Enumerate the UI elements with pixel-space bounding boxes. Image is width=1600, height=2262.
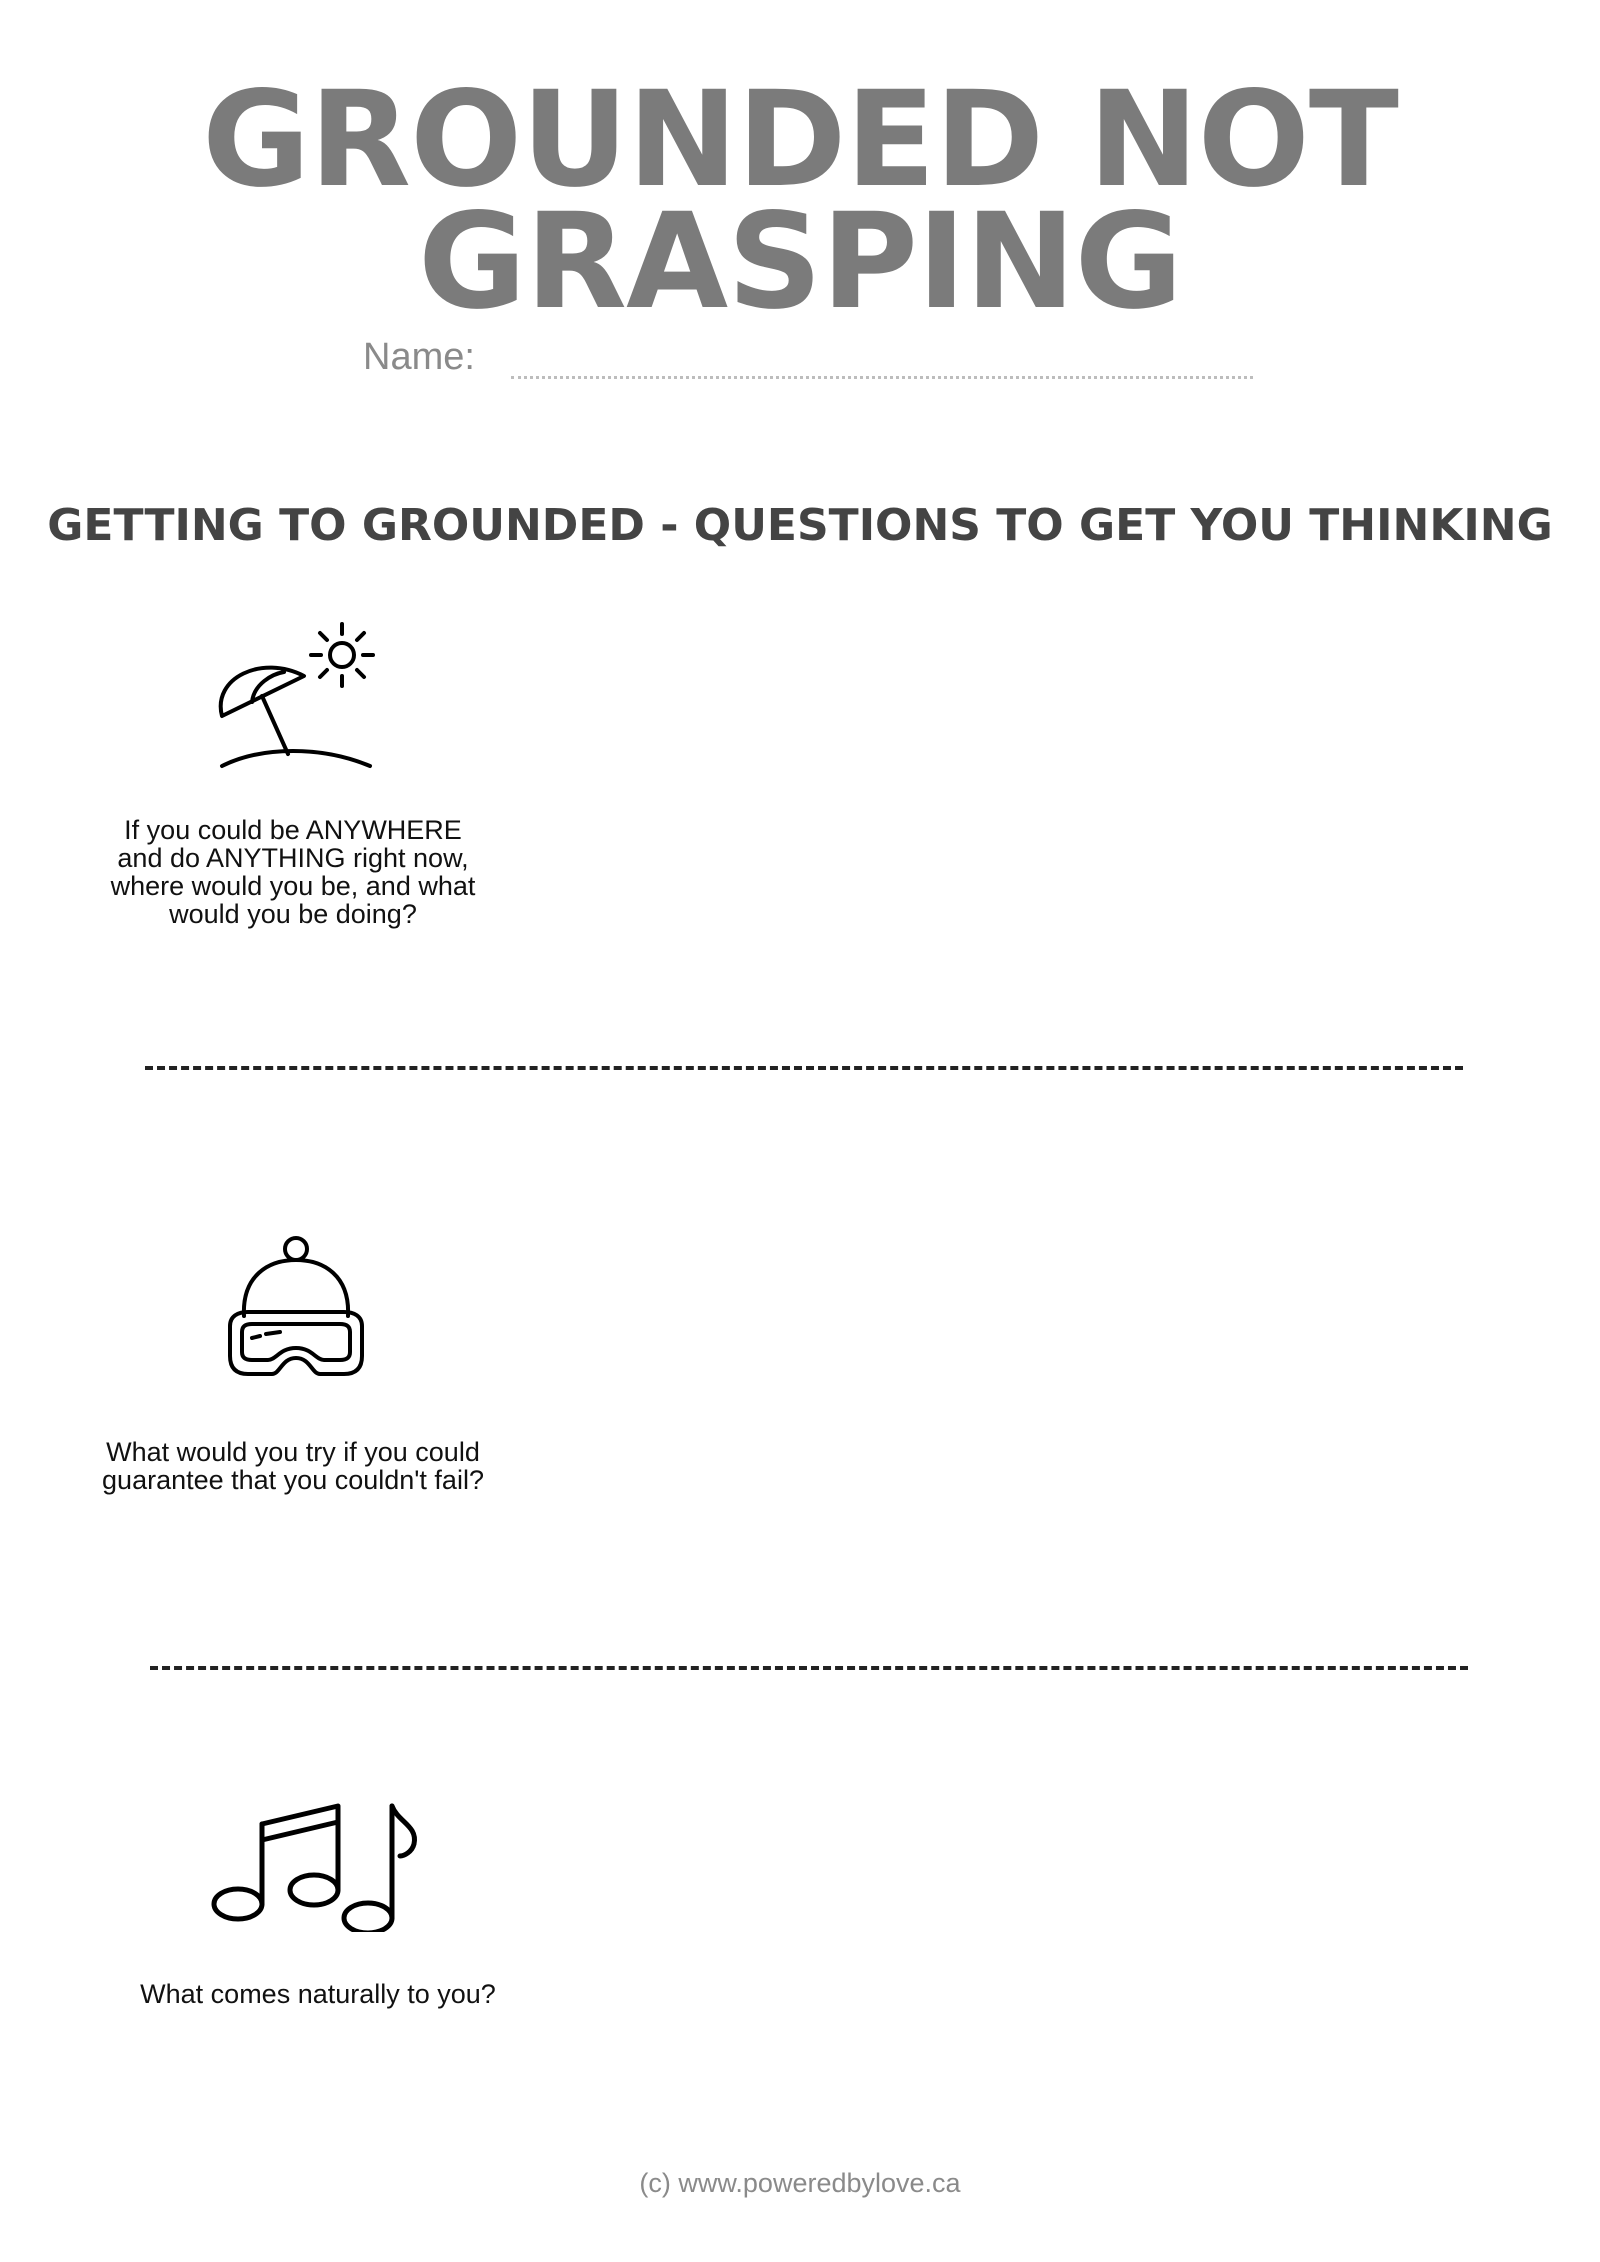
question-3-text [118,1980,518,2008]
question-2-line-2: guarantee that you couldn't fail? [102,1465,484,1495]
name-field[interactable] [363,336,1293,388]
music-notes-icon [206,1782,426,1932]
name-label: Name: [363,336,475,378]
beach-umbrella-icon [212,618,382,773]
question-1-line-2: and do ANYTHING right now, [117,843,469,873]
name-write-line[interactable] [511,376,1253,379]
ski-helmet-goggles-icon [216,1236,378,1392]
section-divider-1 [145,1066,1463,1070]
footer-copyright[interactable]: (c) www.poweredbylove.ca [639,2168,961,2198]
question-2-text [88,1438,498,1494]
question-2-line-1: What would you try if you could [106,1437,480,1467]
section-heading: GETTING TO GROUNDED - QUESTIONS TO GET YOU THINKING [47,500,1553,551]
section-divider-2 [150,1666,1468,1670]
question-1-text [98,816,488,928]
question-3-line-1: What comes naturally to you? [140,1979,496,2009]
page-title-line-1: GROUNDED NOT [202,63,1398,217]
question-1-line-3: where would you be, and what [110,871,476,901]
page-title-line-2: GRASPING [418,185,1182,339]
question-1-line-4: would you be doing? [169,899,417,929]
question-1-line-1: If you could be ANYWHERE [124,815,462,845]
